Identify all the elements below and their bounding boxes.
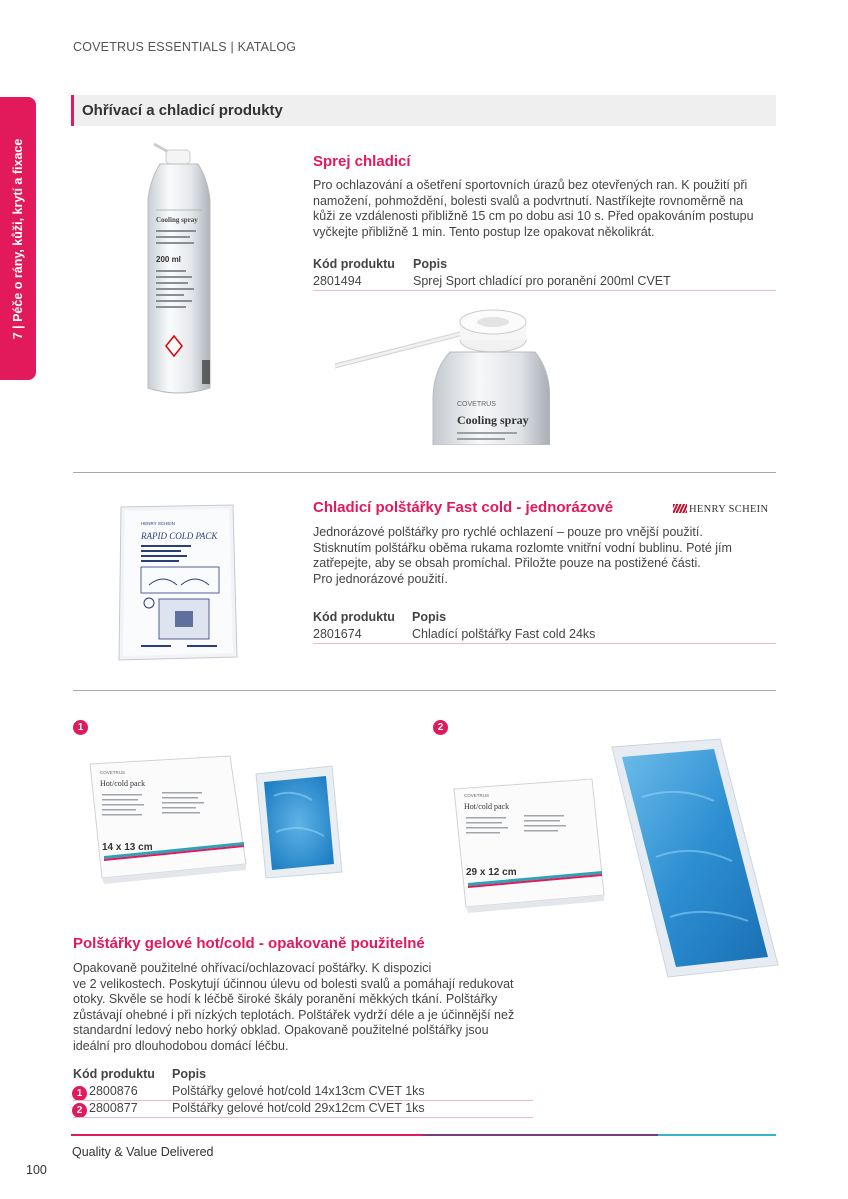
closeup-name: Cooling spray (457, 413, 529, 427)
cooling-spray-closeup-image (335, 300, 550, 445)
desc-line: Pro ochlazování a ošetření sportovních úrazů bez otevřených ran. K použití při (313, 178, 748, 192)
product-title-gel-packs: Polštářky gelové hot/cold - opakovaně použitelné (73, 935, 425, 952)
product-title-cooling-spray: Sprej chladicí (313, 153, 411, 170)
col-header-desc: Popis (412, 610, 447, 624)
col-header-code: Kód produktu (313, 257, 395, 271)
section-divider (73, 472, 776, 473)
product-row-desc: Polštářky gelové hot/cold 29x12cm CVET 1ks (172, 1101, 425, 1115)
page-number: 100 (26, 1163, 47, 1177)
section-divider (73, 690, 776, 691)
col-header-code: Kód produktu (313, 610, 395, 624)
closeup-brand: COVETRUS (457, 401, 496, 408)
row-divider (73, 1117, 533, 1118)
box-name: Hot/cold pack (464, 802, 510, 811)
section-title: Ohřívací a chladicí produkty (82, 102, 283, 119)
section-accent (71, 95, 74, 126)
col-header-code: Kód produktu (73, 1067, 155, 1081)
box-size: 14 x 13 cm (102, 842, 153, 853)
desc-line: otoky. Skvěle se hodí k léčbě široké škály poranění měkkých tkání. Polštářky (73, 992, 498, 1006)
hot-cold-pack-small-image (80, 752, 410, 892)
product-title-fast-cold: Chladicí polštářky Fast cold - jednorázové (313, 499, 614, 516)
desc-line: zůstávají ohebné i při nízkých teplotách. Polštářek vydrží déle a je účinnější než (73, 1007, 515, 1022)
box-brand: COVETRUS (100, 770, 126, 775)
pack-brand: HENRY SCHEIN (141, 521, 175, 526)
footer-line-teal (658, 1134, 776, 1136)
desc-line: Stisknutím polštářku oběma rukama rozlomte vnitřní vodní bublinu. Poté jím (313, 540, 732, 555)
desc-line: standardní ledový nebo horký obklad. Opakovaně použitelné polštářky jsou (73, 1023, 489, 1037)
row-divider (313, 643, 776, 644)
product-code[interactable]: 2800876 (89, 1084, 138, 1098)
product-code[interactable]: 2800877 (89, 1101, 138, 1115)
henry-schein-logo-text: HENRY SCHEIN (689, 504, 769, 515)
box-brand: COVETRUS (464, 793, 490, 798)
desc-line: zatřepejte, aby se obsah promíchal. Přiložte pouze na postižené části. (313, 556, 701, 570)
rapid-cold-pack-image (115, 503, 240, 663)
variant-badge-1: 1 (73, 720, 88, 735)
box-name: Hot/cold pack (100, 779, 146, 788)
row-badge-2: 2 (72, 1103, 87, 1118)
product-code[interactable]: 2801494 (313, 274, 362, 288)
chapter-side-tab[interactable] (0, 97, 36, 380)
product-desc-fast-cold (313, 525, 783, 587)
product-desc-cooling-spray (313, 178, 783, 240)
section-header (71, 95, 776, 126)
footer-line-purple (423, 1134, 658, 1136)
pack-name: RAPID COLD PACK (141, 531, 218, 541)
box-size: 29 x 12 cm (466, 867, 517, 878)
chapter-side-tab-label: 7 | Péče o rány, kůži, krytí a fixace (11, 138, 25, 339)
desc-line: namožení, pohmoždění, bolesti svalů a podvrtnutí. Nastříkejte rovnoměrně na (313, 193, 744, 208)
henry-schein-mark-icon (673, 504, 687, 513)
desc-line: Pro jednorázové použití. (313, 571, 448, 586)
can-label-name: Cooling spray (156, 216, 198, 224)
row-divider (313, 290, 776, 291)
cooling-spray-can-image (120, 140, 215, 405)
product-desc-gel-packs (73, 961, 543, 1054)
product-code[interactable]: 2801674 (313, 627, 362, 641)
product-row-desc: Polštářky gelové hot/cold 14x13cm CVET 1ks (172, 1084, 425, 1098)
henry-schein-logo (673, 504, 768, 515)
desc-line: ideální pro dlouhodobou domácí léčbu. (73, 1038, 289, 1053)
desc-line: Jednorázové polštářky pro rychlé ochlazení – pouze pro vnější použití. (313, 525, 703, 539)
footer-line-pink (71, 1134, 423, 1136)
variant-badge-2: 2 (433, 720, 448, 735)
col-header-desc: Popis (172, 1067, 207, 1081)
desc-line: kůži ze vzdálenosti přibližně 15 cm po dobu asi 10 s. Před opakováním postupu (313, 209, 754, 223)
can-label-volume: 200 ml (156, 255, 181, 264)
product-row-desc: Chladící polštářky Fast cold 24ks (412, 627, 596, 641)
product-row-desc: Sprej Sport chladící pro poranění 200ml CVET (413, 274, 671, 288)
desc-line: Opakovaně použitelné ohřívací/ochlazovací poštářky. K dispozici (73, 961, 432, 975)
desc-line: vyčkejte přibližně 1 min. Tento postup lze opakovat několikrát. (313, 224, 655, 239)
footer-tagline: Quality & Value Delivered (72, 1145, 214, 1159)
hot-cold-pack-large-image (452, 737, 782, 982)
desc-line: ve 2 velikostech. Poskytují účinnou úlevu od bolesti svalů a pomáhají redukovat (73, 976, 514, 991)
catalog-header: COVETRUS ESSENTIALS | KATALOG (73, 40, 297, 54)
col-header-desc: Popis (413, 257, 448, 271)
row-badge-1: 1 (72, 1086, 87, 1101)
